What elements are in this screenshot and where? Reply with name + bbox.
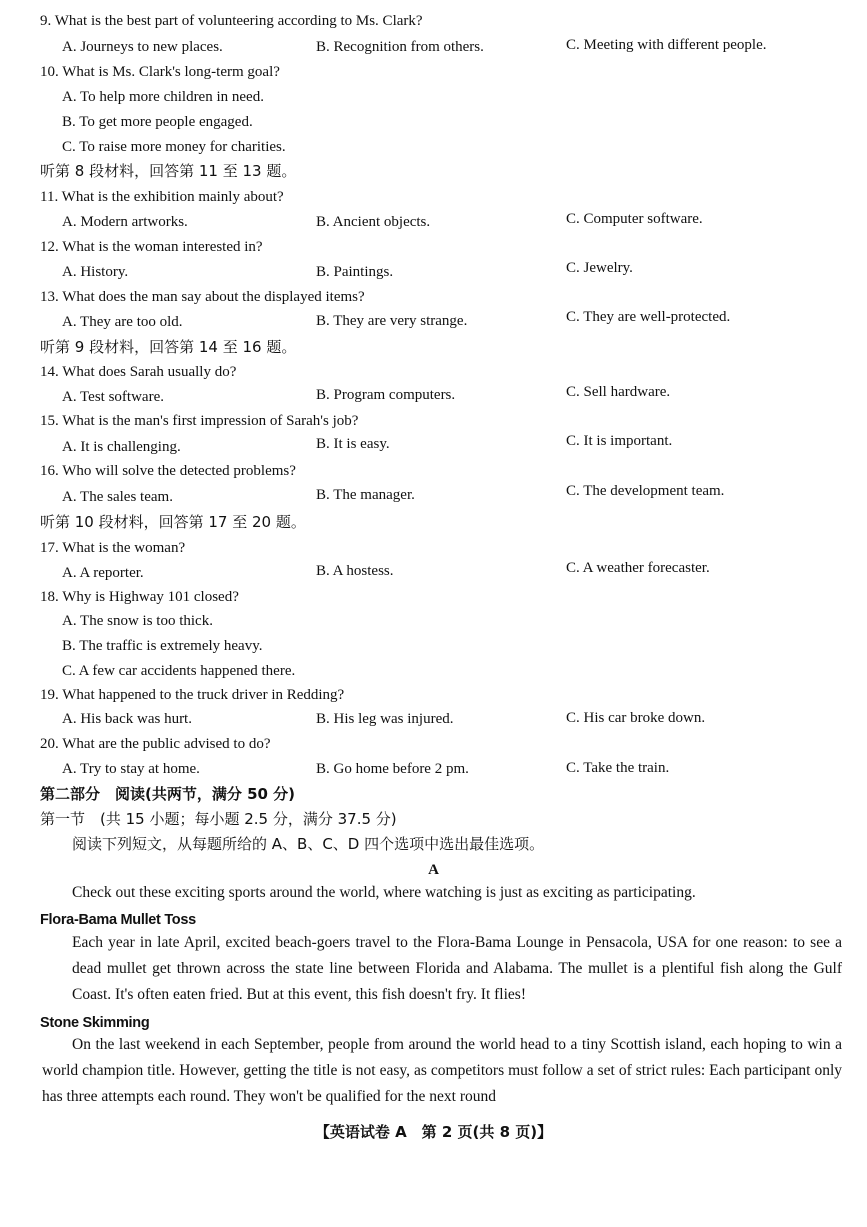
q9-option-b: B. Recognition from others. [316,39,484,55]
q18-option-a: A. The snow is too thick. [62,613,213,629]
q12-option-a: A. History. [62,264,129,280]
q16-option-c: C. The development team. [566,483,725,499]
q10-option-b: B. To get more people engaged. [62,114,253,130]
q12-option-c: C. Jewelry. [566,260,633,276]
instruction-segment-10: 听第 10 段材料，回答第 17 至 20 题。 [40,513,306,531]
q16-option-a: A. The sales team. [62,489,173,505]
q14-option-b: B. Program computers. [316,387,456,403]
section-one-title: 第一节 (共 15 小题；每小题 2.5 分，满分 37.5 分) [40,810,397,828]
question-20: 20. What are the public advised to do? [40,736,271,752]
q9-option-a: A. Journeys to new places. [62,39,223,55]
q11-option-b: B. Ancient objects. [316,214,431,230]
q18-option-c: C. A few car accidents happened there. [62,663,296,679]
q20-option-b: B. Go home before 2 pm. [316,761,469,777]
q13-option-b: B. They are very strange. [316,313,468,329]
passage-heading-mullet-toss: Flora-Bama Mullet Toss [40,912,196,928]
question-12: 12. What is the woman interested in? [40,239,263,255]
passage-intro-text: Check out these exciting sports around the world, where watching is just as exciting as participating. [72,884,696,901]
question-11: 11. What is the exhibition mainly about? [40,189,284,205]
q19-option-b: B. His leg was injured. [316,711,454,727]
reading-directions: 阅读下列短文，从每题所给的 A、B、C、D 四个选项中选出最佳选项。 [72,835,545,853]
q17-option-b: B. A hostess. [316,563,394,579]
passage-paragraph-2 [42,1032,842,1110]
q13-option-a: A. They are too old. [62,314,183,330]
question-18: 18. Why is Highway 101 closed? [40,589,239,605]
q9-option-c: C. Meeting with different people. [566,37,767,53]
q15-option-b: B. It is easy. [316,436,390,452]
q15-option-c: C. It is important. [566,433,673,449]
q19-option-a: A. His back was hurt. [62,711,192,727]
question-15: 15. What is the man's first impression of Sarah's job? [40,413,359,429]
question-16: 16. Who will solve the detected problems? [40,463,296,479]
question-17: 17. What is the woman? [40,540,186,556]
q12-option-b: B. Paintings. [316,264,394,280]
question-19: 19. What happened to the truck driver in Redding? [40,687,345,703]
q18-option-b: B. The traffic is extremely heavy. [62,638,263,654]
instruction-segment-9: 听第 9 段材料，回答第 14 至 16 题。 [40,338,297,356]
paragraph-2-text: On the last weekend in each September, people from around the world head to a tiny Scottish island, each hoping to win a world champion title. However, getting the title is not easy, as competitors must follow a set of strict rules: Each participant only has three attempts each round. They won't be qualified for the next round [42,1036,842,1105]
q19-option-c: C. His car broke down. [566,710,706,726]
q20-option-c: C. Take the train. [566,760,670,776]
part-two-title: 第二部分 阅读(共两节，满分 50 分) [40,785,296,803]
question-14: 14. What does Sarah usually do? [40,364,237,380]
paragraph-1-text: Each year in late April, excited beach-goers travel to the Flora-Bama Lounge in Pensacola, USA for one reason: to see a dead mullet get thrown across the state line between Florida and Alabama. The mullet is a plentiful fish along the Gulf Coast. It's often eaten fried. But at this event, this fish doesn't fry. It flies! [72,934,842,1003]
q15-option-a: A. It is challenging. [62,439,181,455]
q14-option-c: C. Sell hardware. [566,384,671,400]
q11-option-c: C. Computer software. [566,211,703,227]
q14-option-a: A. Test software. [62,389,164,405]
q10-option-a: A. To help more children in need. [62,89,264,105]
q17-option-a: A. A reporter. [62,565,144,581]
q17-option-c: C. A weather forecaster. [566,560,710,576]
q13-option-c: C. They are well-protected. [566,309,731,325]
page-footer: 【英语试卷 A 第 2 页(共 8 页)】 [314,1123,553,1141]
question-9: 9. What is the best part of volunteering according to Ms. Clark? [40,13,423,29]
q10-option-c: C. To raise more money for charities. [62,139,286,155]
passage-paragraph-1 [42,930,842,1008]
q20-option-a: A. Try to stay at home. [62,761,200,777]
q16-option-b: B. The manager. [316,487,415,503]
question-10: 10. What is Ms. Clark's long-term goal? [40,64,280,80]
passage-intro [42,880,842,906]
passage-label: A [428,862,439,878]
q11-option-a: A. Modern artworks. [62,214,188,230]
passage-heading-stone-skimming: Stone Skimming [40,1015,150,1031]
instruction-segment-8: 听第 8 段材料，回答第 11 至 13 题。 [40,162,297,180]
question-13: 13. What does the man say about the displayed items? [40,289,365,305]
